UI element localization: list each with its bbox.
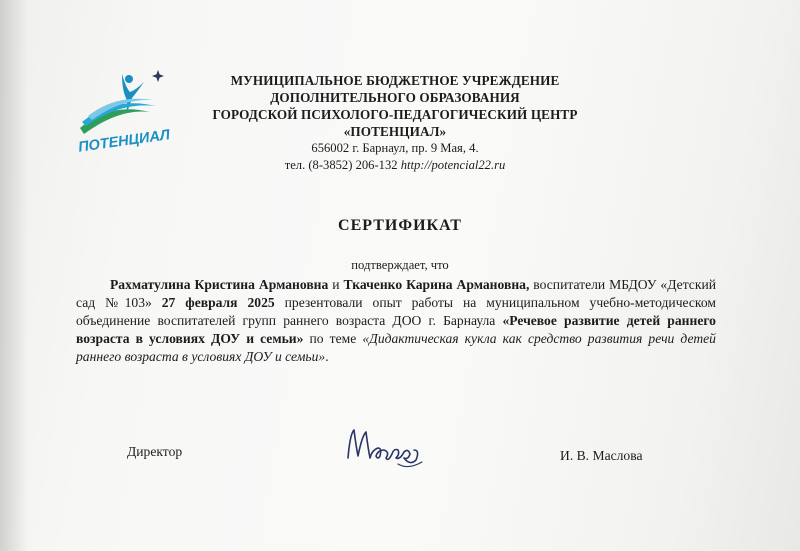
org-address: 656002 г. Барнаул, пр. 9 Мая, 4. <box>311 141 479 155</box>
org-name-line-1: МУНИЦИПАЛЬНОЕ БЮДЖЕТНОЕ УЧРЕЖДЕНИЕ <box>230 73 560 88</box>
certificate-body <box>76 276 716 366</box>
body-end: . <box>325 349 329 364</box>
org-website: http://potencial22.ru <box>400 158 506 172</box>
org-name-line-2: ДОПОЛНИТЕЛЬНОГО ОБРАЗОВАНИЯ <box>270 90 520 105</box>
director-name: И. В. Маслова <box>560 448 643 463</box>
event-date: 27 февраля 2025 <box>161 295 275 310</box>
body-text-1: воспитатели МБДОУ «Детский сад №103» <box>76 277 716 310</box>
potencial-logo-icon <box>70 62 190 162</box>
recipient-name-2: Ткаченко Карина Армановна, <box>343 277 530 292</box>
org-name-line-3: ГОРОДСКОЙ ПСИХОЛОГО-ПЕДАГОГИЧЕСКИЙ ЦЕНТР <box>212 107 578 122</box>
director-signature <box>338 420 438 475</box>
org-contacts <box>195 157 595 174</box>
page-shadow <box>0 0 28 551</box>
association-name: «Речевое развитие детей раннего возраста в условиях ДОУ и семьи» <box>76 313 716 346</box>
body-text-3: по теме <box>303 331 363 346</box>
logo-figure-head <box>125 75 133 83</box>
logo-text: ПОТЕНЦИАЛ <box>77 127 171 156</box>
organization-header <box>195 72 595 174</box>
body-text-2: презентовали опыт работы на муниципальном учебно-методическом объединение воспитателей групп раннего возраста ДОО г. Барнаула <box>76 295 716 328</box>
org-phone: тел. (8-3852) 206-132 <box>284 158 398 172</box>
body-and: и <box>328 277 344 292</box>
director-label: Директор <box>127 444 183 459</box>
org-name-line-4: «ПОТЕНЦИАЛ» <box>343 124 447 139</box>
certificate-title: СЕРТИФИКАТ <box>338 217 462 234</box>
presentation-topic: «Дидактическая кукла как средство развития речи детей раннего возраста в условиях ДОУ и семьи» <box>76 331 716 364</box>
recipient-name-1: Рахматулина Кристина Армановна <box>110 277 329 292</box>
logo-star-icon <box>152 70 164 82</box>
confirms-text: подтверждает, что <box>351 258 449 272</box>
